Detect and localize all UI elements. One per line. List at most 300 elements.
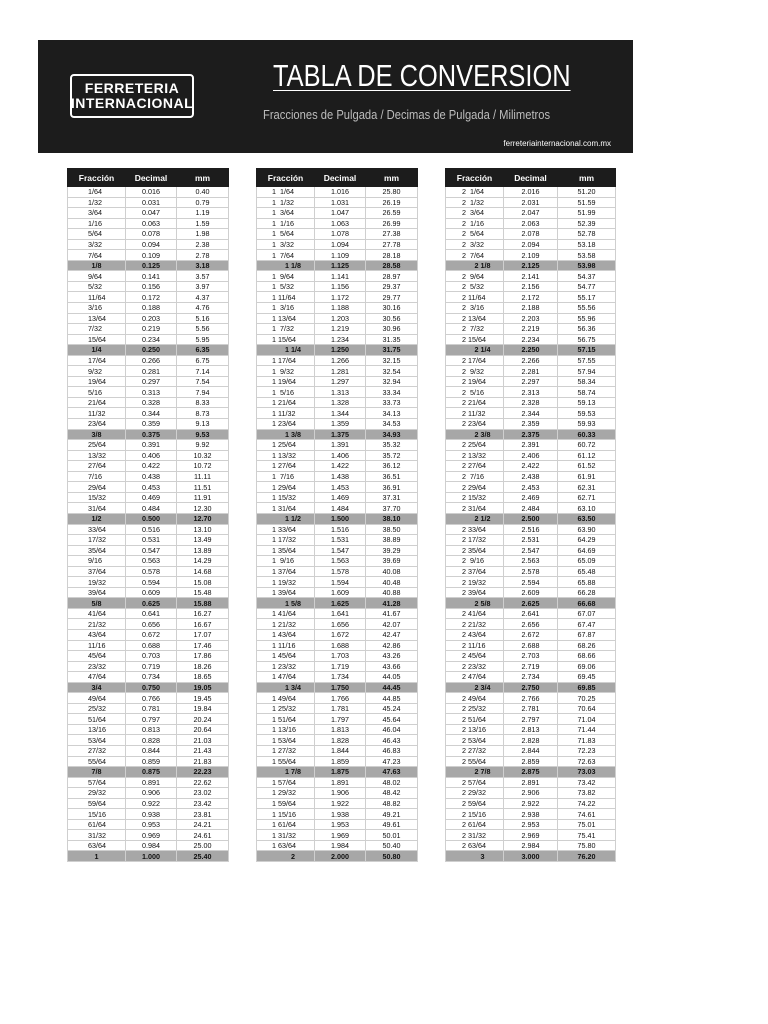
table-row bbox=[446, 440, 616, 451]
table-row bbox=[257, 556, 418, 567]
mm-cell: 11.11 bbox=[177, 471, 229, 482]
table-row bbox=[68, 482, 229, 493]
mm-cell: 21.43 bbox=[177, 745, 229, 756]
fraction-cell: 27/64 bbox=[68, 461, 126, 472]
table-row-highlight bbox=[68, 851, 229, 862]
mm-cell: 52.39 bbox=[558, 218, 616, 229]
mm-cell: 3.97 bbox=[177, 281, 229, 292]
table-row bbox=[68, 756, 229, 767]
table-row bbox=[446, 545, 616, 556]
decimal-cell: 2.547 bbox=[504, 545, 558, 556]
table-row bbox=[257, 777, 418, 788]
fraction-cell: 2 3/32 bbox=[446, 239, 504, 250]
table-row bbox=[257, 524, 418, 535]
decimal-cell: 1.547 bbox=[315, 545, 366, 556]
mm-cell: 2.78 bbox=[177, 250, 229, 261]
table-row bbox=[446, 556, 616, 567]
decimal-cell: 0.984 bbox=[126, 840, 177, 851]
fraction-cell: 3/64 bbox=[68, 208, 126, 219]
fraction-cell: 2 7/8 bbox=[446, 767, 504, 778]
fraction-cell: 1 1/32 bbox=[257, 197, 315, 208]
mm-cell: 2.38 bbox=[177, 239, 229, 250]
table-row bbox=[446, 229, 616, 240]
fraction-cell: 1 15/64 bbox=[257, 334, 315, 345]
table-row-highlight bbox=[68, 598, 229, 609]
decimal-cell: 0.594 bbox=[126, 577, 177, 588]
fraction-cell: 1/64 bbox=[68, 187, 126, 198]
mm-cell: 52.78 bbox=[558, 229, 616, 240]
fraction-cell: 2 51/64 bbox=[446, 714, 504, 725]
mm-cell: 32.94 bbox=[366, 376, 418, 387]
fraction-cell: 27/32 bbox=[68, 745, 126, 756]
header-banner bbox=[38, 40, 633, 153]
table-row bbox=[68, 239, 229, 250]
mm-cell: 51.99 bbox=[558, 208, 616, 219]
fraction-cell: 1 35/64 bbox=[257, 545, 315, 556]
fraction-cell: 29/64 bbox=[68, 482, 126, 493]
table-row bbox=[68, 693, 229, 704]
fraction-cell: 43/64 bbox=[68, 629, 126, 640]
decimal-cell: 0.141 bbox=[126, 271, 177, 282]
mm-cell: 28.18 bbox=[366, 250, 418, 261]
fraction-cell: 1/16 bbox=[68, 218, 126, 229]
mm-cell: 42.47 bbox=[366, 629, 418, 640]
table-row bbox=[68, 629, 229, 640]
table-row-highlight bbox=[68, 260, 229, 271]
column-header-mm: mm bbox=[177, 169, 229, 187]
decimal-cell: 0.750 bbox=[126, 682, 177, 693]
table-row bbox=[257, 629, 418, 640]
fraction-cell: 2 15/32 bbox=[446, 492, 504, 503]
fraction-cell: 2 23/64 bbox=[446, 419, 504, 430]
decimal-cell: 2.859 bbox=[504, 756, 558, 767]
mm-cell: 73.03 bbox=[558, 767, 616, 778]
mm-cell: 57.94 bbox=[558, 366, 616, 377]
mm-cell: 14.29 bbox=[177, 556, 229, 567]
decimal-cell: 1.391 bbox=[315, 440, 366, 451]
decimal-cell: 0.500 bbox=[126, 513, 177, 524]
fraction-cell: 2 49/64 bbox=[446, 693, 504, 704]
table-row bbox=[446, 503, 616, 514]
mm-cell: 20.64 bbox=[177, 724, 229, 735]
mm-cell: 54.37 bbox=[558, 271, 616, 282]
decimal-cell: 1.922 bbox=[315, 798, 366, 809]
fraction-cell: 2 11/64 bbox=[446, 292, 504, 303]
fraction-cell: 59/64 bbox=[68, 798, 126, 809]
decimal-cell: 1.609 bbox=[315, 587, 366, 598]
decimal-cell: 0.109 bbox=[126, 250, 177, 261]
fraction-cell: 2 41/64 bbox=[446, 608, 504, 619]
mm-cell: 69.45 bbox=[558, 672, 616, 683]
decimal-cell: 2.969 bbox=[504, 830, 558, 841]
mm-cell: 15.08 bbox=[177, 577, 229, 588]
decimal-cell: 1.453 bbox=[315, 482, 366, 493]
fraction-cell: 2 9/64 bbox=[446, 271, 504, 282]
fraction-cell: 1 63/64 bbox=[257, 840, 315, 851]
conversion-table-1 bbox=[67, 168, 229, 862]
mm-cell: 26.99 bbox=[366, 218, 418, 229]
mm-cell: 69.06 bbox=[558, 661, 616, 672]
mm-cell: 14.68 bbox=[177, 566, 229, 577]
table-row bbox=[257, 334, 418, 345]
decimal-cell: 1.500 bbox=[315, 513, 366, 524]
mm-cell: 34.53 bbox=[366, 419, 418, 430]
table-row bbox=[446, 608, 616, 619]
decimal-cell: 2.500 bbox=[504, 513, 558, 524]
mm-cell: 10.32 bbox=[177, 450, 229, 461]
decimal-cell: 1.125 bbox=[315, 260, 366, 271]
fraction-cell: 23/64 bbox=[68, 419, 126, 430]
conversion-table-2 bbox=[256, 168, 418, 862]
decimal-cell: 2.688 bbox=[504, 640, 558, 651]
fraction-cell: 1 57/64 bbox=[257, 777, 315, 788]
decimal-cell: 2.031 bbox=[504, 197, 558, 208]
mm-cell: 28.58 bbox=[366, 260, 418, 271]
fraction-cell: 1 61/64 bbox=[257, 819, 315, 830]
fraction-cell: 1/2 bbox=[68, 513, 126, 524]
decimal-cell: 2.125 bbox=[504, 260, 558, 271]
table-row bbox=[446, 840, 616, 851]
table-row bbox=[68, 819, 229, 830]
decimal-cell: 2.719 bbox=[504, 661, 558, 672]
fraction-cell: 2 61/64 bbox=[446, 819, 504, 830]
fraction-cell: 1 37/64 bbox=[257, 566, 315, 577]
decimal-cell: 2.375 bbox=[504, 429, 558, 440]
mm-cell: 46.83 bbox=[366, 745, 418, 756]
table-row bbox=[68, 387, 229, 398]
fraction-cell: 1 3/8 bbox=[257, 429, 315, 440]
mm-cell: 11.51 bbox=[177, 482, 229, 493]
fraction-cell: 1 bbox=[68, 851, 126, 862]
fraction-cell: 1 13/64 bbox=[257, 313, 315, 324]
mm-cell: 50.40 bbox=[366, 840, 418, 851]
table-row bbox=[257, 397, 418, 408]
decimal-cell: 0.125 bbox=[126, 260, 177, 271]
mm-cell: 25.80 bbox=[366, 187, 418, 198]
decimal-cell: 0.672 bbox=[126, 629, 177, 640]
mm-cell: 29.37 bbox=[366, 281, 418, 292]
fraction-cell: 1 51/64 bbox=[257, 714, 315, 725]
table-row-highlight bbox=[257, 851, 418, 862]
table-row bbox=[446, 208, 616, 219]
fraction-cell: 1 49/64 bbox=[257, 693, 315, 704]
mm-cell: 59.13 bbox=[558, 397, 616, 408]
mm-cell: 34.93 bbox=[366, 429, 418, 440]
mm-cell: 44.85 bbox=[366, 693, 418, 704]
table-row bbox=[68, 651, 229, 662]
mm-cell: 24.21 bbox=[177, 819, 229, 830]
table-row bbox=[257, 756, 418, 767]
table-row bbox=[257, 187, 418, 198]
decimal-cell: 0.625 bbox=[126, 598, 177, 609]
mm-cell: 22.62 bbox=[177, 777, 229, 788]
table-row bbox=[68, 777, 229, 788]
decimal-cell: 0.063 bbox=[126, 218, 177, 229]
mm-cell: 60.72 bbox=[558, 440, 616, 451]
fraction-cell: 1 39/64 bbox=[257, 587, 315, 598]
mm-cell: 27.38 bbox=[366, 229, 418, 240]
fraction-cell: 1 1/64 bbox=[257, 187, 315, 198]
table-row bbox=[446, 471, 616, 482]
decimal-cell: 2.094 bbox=[504, 239, 558, 250]
mm-cell: 36.12 bbox=[366, 461, 418, 472]
fraction-cell: 61/64 bbox=[68, 819, 126, 830]
fraction-cell: 1 33/64 bbox=[257, 524, 315, 535]
decimal-cell: 1.938 bbox=[315, 809, 366, 820]
column-header-decimal: Decimal bbox=[504, 169, 558, 187]
table-row bbox=[446, 809, 616, 820]
mm-cell: 19.84 bbox=[177, 703, 229, 714]
fraction-cell: 5/16 bbox=[68, 387, 126, 398]
table-row bbox=[68, 714, 229, 725]
mm-cell: 75.01 bbox=[558, 819, 616, 830]
mm-cell: 37.70 bbox=[366, 503, 418, 514]
mm-cell: 46.04 bbox=[366, 724, 418, 735]
decimal-cell: 0.563 bbox=[126, 556, 177, 567]
mm-cell: 30.16 bbox=[366, 303, 418, 314]
table-row bbox=[446, 714, 616, 725]
decimal-cell: 0.266 bbox=[126, 355, 177, 366]
mm-cell: 76.20 bbox=[558, 851, 616, 862]
table-row bbox=[68, 187, 229, 198]
table-row-highlight bbox=[446, 513, 616, 524]
decimal-cell: 0.359 bbox=[126, 419, 177, 430]
table-row bbox=[257, 788, 418, 799]
table-row bbox=[446, 187, 616, 198]
table-row bbox=[446, 672, 616, 683]
decimal-cell: 2.891 bbox=[504, 777, 558, 788]
mm-cell: 9.92 bbox=[177, 440, 229, 451]
fraction-cell: 3 bbox=[446, 851, 504, 862]
decimal-cell: 1.094 bbox=[315, 239, 366, 250]
mm-cell: 53.98 bbox=[558, 260, 616, 271]
fraction-cell: 39/64 bbox=[68, 587, 126, 598]
fraction-cell: 2 9/32 bbox=[446, 366, 504, 377]
mm-cell: 16.67 bbox=[177, 619, 229, 630]
table-row bbox=[446, 334, 616, 345]
column-header-mm: mm bbox=[366, 169, 418, 187]
fraction-cell: 1/4 bbox=[68, 345, 126, 356]
mm-cell: 57.15 bbox=[558, 345, 616, 356]
decimal-cell: 1.563 bbox=[315, 556, 366, 567]
fraction-cell: 11/64 bbox=[68, 292, 126, 303]
table-row bbox=[446, 218, 616, 229]
mm-cell: 6.35 bbox=[177, 345, 229, 356]
decimal-cell: 1.422 bbox=[315, 461, 366, 472]
decimal-cell: 3.000 bbox=[504, 851, 558, 862]
table-row-highlight bbox=[68, 513, 229, 524]
mm-cell: 28.97 bbox=[366, 271, 418, 282]
table-row bbox=[68, 218, 229, 229]
mm-cell: 25.00 bbox=[177, 840, 229, 851]
mm-cell: 42.86 bbox=[366, 640, 418, 651]
fraction-cell: 31/64 bbox=[68, 503, 126, 514]
decimal-cell: 1.703 bbox=[315, 651, 366, 662]
mm-cell: 21.83 bbox=[177, 756, 229, 767]
decimal-cell: 2.984 bbox=[504, 840, 558, 851]
table-row bbox=[446, 197, 616, 208]
mm-cell: 33.73 bbox=[366, 397, 418, 408]
decimal-cell: 0.641 bbox=[126, 608, 177, 619]
decimal-cell: 1.578 bbox=[315, 566, 366, 577]
table-row bbox=[257, 492, 418, 503]
website-url: ferreteriainternacional.com.mx bbox=[503, 139, 611, 148]
mm-cell: 20.24 bbox=[177, 714, 229, 725]
table-row-highlight bbox=[68, 429, 229, 440]
table-row-highlight bbox=[446, 598, 616, 609]
decimal-cell: 1.656 bbox=[315, 619, 366, 630]
mm-cell: 26.19 bbox=[366, 197, 418, 208]
decimal-cell: 1.203 bbox=[315, 313, 366, 324]
mm-cell: 62.71 bbox=[558, 492, 616, 503]
fraction-cell: 1 15/16 bbox=[257, 809, 315, 820]
table-row bbox=[446, 461, 616, 472]
table-row bbox=[446, 324, 616, 335]
page-subtitle: Fracciones de Pulgada / Decimas de Pulgada / Milimetros bbox=[263, 107, 551, 122]
table-row bbox=[68, 271, 229, 282]
decimal-cell: 0.781 bbox=[126, 703, 177, 714]
decimal-cell: 1.297 bbox=[315, 376, 366, 387]
table-row bbox=[257, 419, 418, 430]
decimal-cell: 2.234 bbox=[504, 334, 558, 345]
table-row bbox=[257, 840, 418, 851]
mm-cell: 17.46 bbox=[177, 640, 229, 651]
fraction-cell: 2 45/64 bbox=[446, 651, 504, 662]
mm-cell: 38.50 bbox=[366, 524, 418, 535]
fraction-cell: 1 45/64 bbox=[257, 651, 315, 662]
decimal-cell: 0.891 bbox=[126, 777, 177, 788]
fraction-cell: 25/64 bbox=[68, 440, 126, 451]
fraction-cell: 17/32 bbox=[68, 535, 126, 546]
mm-cell: 74.22 bbox=[558, 798, 616, 809]
table-row bbox=[68, 229, 229, 240]
mm-cell: 73.82 bbox=[558, 788, 616, 799]
decimal-cell: 0.484 bbox=[126, 503, 177, 514]
table-row bbox=[257, 503, 418, 514]
table-row bbox=[257, 714, 418, 725]
table-row bbox=[68, 545, 229, 556]
fraction-cell: 17/64 bbox=[68, 355, 126, 366]
mm-cell: 57.55 bbox=[558, 355, 616, 366]
table-row bbox=[446, 619, 616, 630]
fraction-cell: 2 7/16 bbox=[446, 471, 504, 482]
mm-cell: 15.48 bbox=[177, 587, 229, 598]
table-row bbox=[257, 376, 418, 387]
table-row bbox=[68, 366, 229, 377]
mm-cell: 71.44 bbox=[558, 724, 616, 735]
mm-cell: 5.95 bbox=[177, 334, 229, 345]
fraction-cell: 2 5/32 bbox=[446, 281, 504, 292]
decimal-cell: 2.469 bbox=[504, 492, 558, 503]
table-row bbox=[446, 587, 616, 598]
decimal-cell: 2.750 bbox=[504, 682, 558, 693]
mm-cell: 64.69 bbox=[558, 545, 616, 556]
decimal-cell: 0.719 bbox=[126, 661, 177, 672]
fraction-cell: 3/32 bbox=[68, 239, 126, 250]
decimal-cell: 0.922 bbox=[126, 798, 177, 809]
fraction-cell: 1 11/64 bbox=[257, 292, 315, 303]
fraction-cell: 11/16 bbox=[68, 640, 126, 651]
fraction-cell: 1 7/32 bbox=[257, 324, 315, 335]
decimal-cell: 2.297 bbox=[504, 376, 558, 387]
fraction-cell: 1 19/32 bbox=[257, 577, 315, 588]
decimal-cell: 1.000 bbox=[126, 851, 177, 862]
decimal-cell: 2.531 bbox=[504, 535, 558, 546]
table-row bbox=[257, 545, 418, 556]
table-row bbox=[257, 239, 418, 250]
fraction-cell: 1 7/8 bbox=[257, 767, 315, 778]
table-row bbox=[257, 672, 418, 683]
decimal-cell: 2.391 bbox=[504, 440, 558, 451]
fraction-cell: 9/16 bbox=[68, 556, 126, 567]
decimal-cell: 2.172 bbox=[504, 292, 558, 303]
decimal-cell: 2.266 bbox=[504, 355, 558, 366]
mm-cell: 13.10 bbox=[177, 524, 229, 535]
table-row bbox=[446, 577, 616, 588]
table-row bbox=[446, 661, 616, 672]
fraction-cell: 2 7/32 bbox=[446, 324, 504, 335]
column-header-mm: mm bbox=[558, 169, 616, 187]
decimal-cell: 2.188 bbox=[504, 303, 558, 314]
mm-cell: 45.24 bbox=[366, 703, 418, 714]
fraction-cell: 1 55/64 bbox=[257, 756, 315, 767]
decimal-cell: 0.609 bbox=[126, 587, 177, 598]
table-row bbox=[446, 629, 616, 640]
table-row bbox=[68, 197, 229, 208]
mm-cell: 32.54 bbox=[366, 366, 418, 377]
decimal-cell: 0.016 bbox=[126, 187, 177, 198]
mm-cell: 70.64 bbox=[558, 703, 616, 714]
fraction-cell: 1 3/32 bbox=[257, 239, 315, 250]
decimal-cell: 1.156 bbox=[315, 281, 366, 292]
table-row bbox=[446, 703, 616, 714]
fraction-cell: 1 11/32 bbox=[257, 408, 315, 419]
mm-cell: 33.34 bbox=[366, 387, 418, 398]
decimal-cell: 1.828 bbox=[315, 735, 366, 746]
mm-cell: 9.13 bbox=[177, 419, 229, 430]
table-row bbox=[446, 250, 616, 261]
decimal-cell: 1.797 bbox=[315, 714, 366, 725]
fraction-cell: 7/64 bbox=[68, 250, 126, 261]
fraction-cell: 2 15/64 bbox=[446, 334, 504, 345]
fraction-cell: 1 9/16 bbox=[257, 556, 315, 567]
decimal-cell: 2.625 bbox=[504, 598, 558, 609]
fraction-cell: 2 25/64 bbox=[446, 440, 504, 451]
table-row bbox=[446, 239, 616, 250]
mm-cell: 58.34 bbox=[558, 376, 616, 387]
decimal-cell: 1.688 bbox=[315, 640, 366, 651]
table-row bbox=[68, 355, 229, 366]
mm-cell: 68.66 bbox=[558, 651, 616, 662]
table-row bbox=[68, 608, 229, 619]
mm-cell: 51.20 bbox=[558, 187, 616, 198]
table-row bbox=[68, 397, 229, 408]
fraction-cell: 33/64 bbox=[68, 524, 126, 535]
fraction-cell: 51/64 bbox=[68, 714, 126, 725]
table-row-highlight bbox=[446, 429, 616, 440]
mm-cell: 55.17 bbox=[558, 292, 616, 303]
mm-cell: 49.21 bbox=[366, 809, 418, 820]
decimal-cell: 1.516 bbox=[315, 524, 366, 535]
table-row bbox=[257, 229, 418, 240]
fraction-cell: 2 13/16 bbox=[446, 724, 504, 735]
conversion-table-3 bbox=[445, 168, 616, 862]
fraction-cell: 2 59/64 bbox=[446, 798, 504, 809]
mm-cell: 66.68 bbox=[558, 598, 616, 609]
decimal-cell: 2.922 bbox=[504, 798, 558, 809]
table-row bbox=[446, 387, 616, 398]
mm-cell: 44.05 bbox=[366, 672, 418, 683]
